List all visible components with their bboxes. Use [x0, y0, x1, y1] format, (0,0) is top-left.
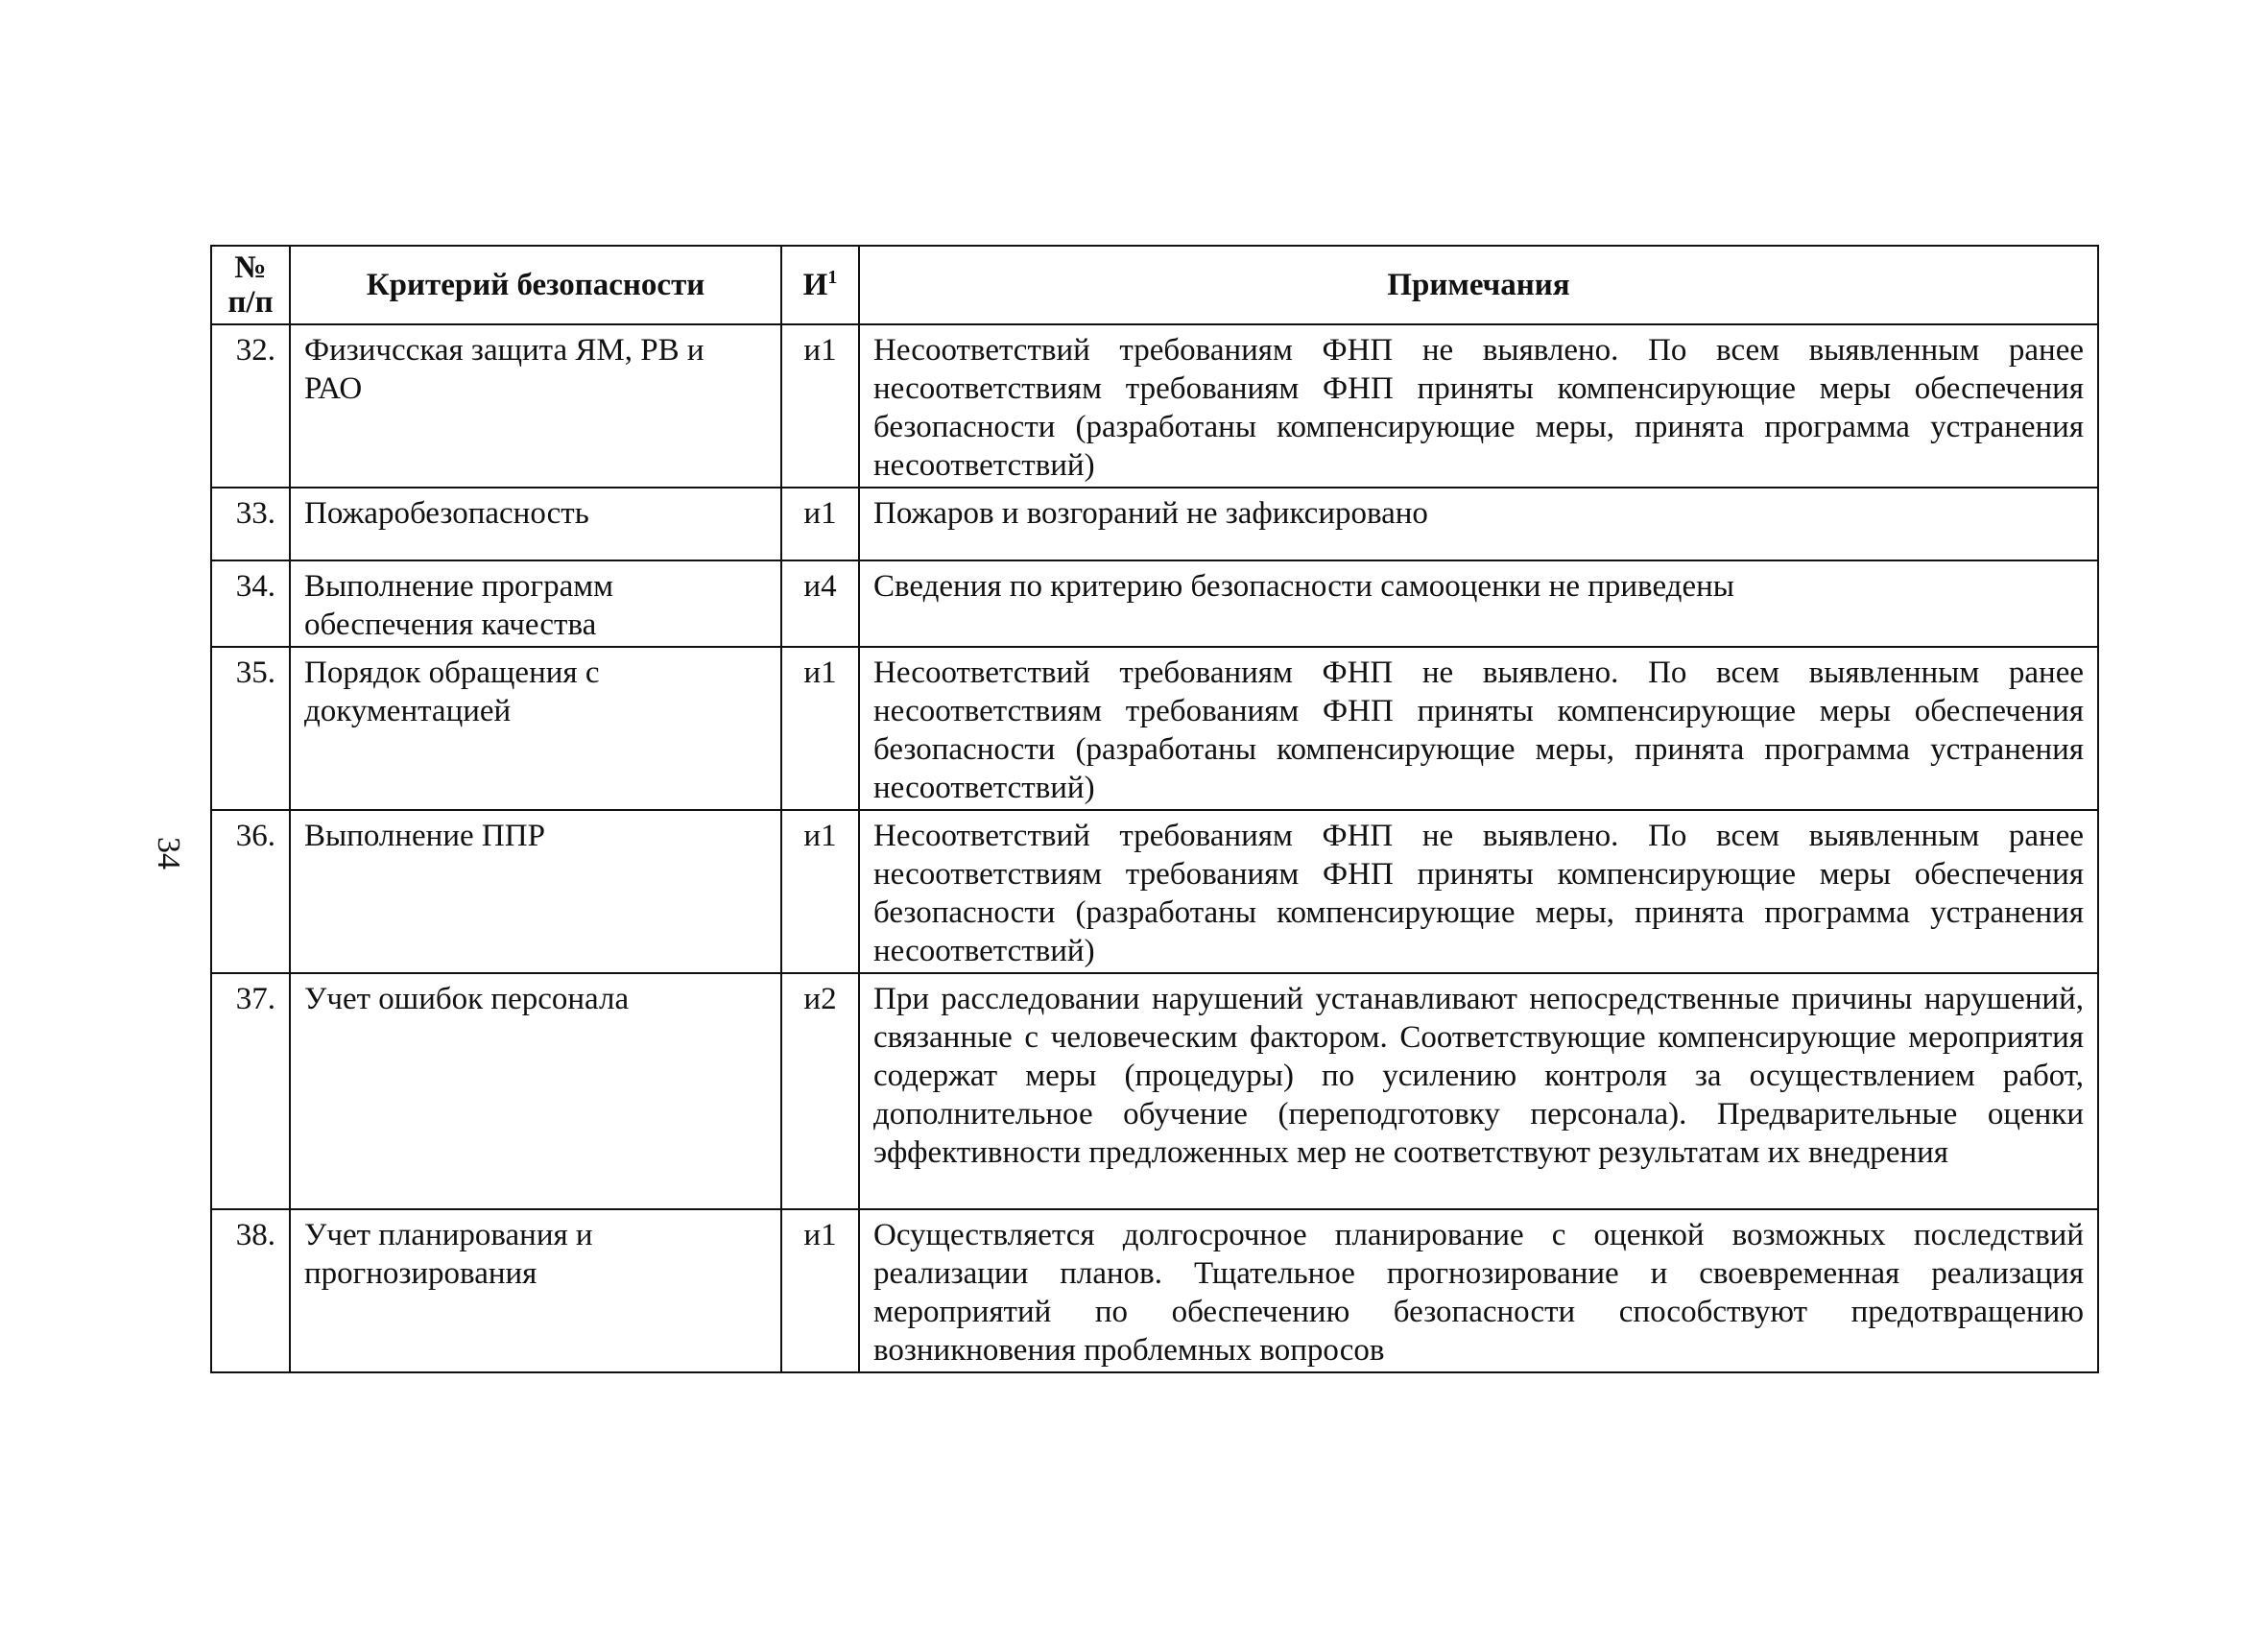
table-header-row — [211, 246, 2098, 324]
table-row — [211, 560, 2098, 647]
row-notes: Сведения по критерию безопасности самооценки не приведены — [859, 560, 2098, 647]
row-number: 33. — [211, 488, 290, 560]
row-index: и4 — [781, 560, 859, 647]
row-index: и1 — [781, 488, 859, 560]
table-row — [211, 810, 2098, 973]
row-number: 36. — [211, 810, 290, 973]
table-row — [211, 973, 2098, 1209]
safety-criteria-table — [210, 245, 2099, 1373]
table-row — [211, 488, 2098, 560]
table-row — [211, 324, 2098, 488]
row-criterion: Порядок обращения с документацией — [290, 647, 781, 810]
header-number-line2: п/п — [227, 285, 274, 320]
header-number-line1: № — [234, 250, 267, 285]
row-criterion: Физичсская защита ЯМ, РВ и РАО — [290, 324, 781, 488]
table-row — [211, 1209, 2098, 1372]
row-notes: При расследовании нарушений устанавливают непосредственные причины нарушений, связанные с человеческим фактором. Соответствующие компенсирующие мероприятия содержат меры (процедуры) по усилению контроля за осуществлением работ, дополнительное обучение (переподготовку персонала). Предварительные оценки эффективности предложенных мер не соответствуют результатам их внедрения — [859, 973, 2098, 1209]
header-index-label: И — [802, 268, 828, 302]
row-criterion: Пожаробезопасность — [290, 488, 781, 560]
row-index: и1 — [781, 324, 859, 488]
row-index: и1 — [781, 647, 859, 810]
row-number: 38. — [211, 1209, 290, 1372]
row-notes: Осуществляется долгосрочное планирование с оценкой возможных последствий реализации планов. Тщательное прогнозирование и своевременная реализация мероприятий по обеспечению безопасности способствуют предотвращению возникновения проблемных вопросов — [859, 1209, 2098, 1372]
row-criterion: Учет ошибок персонала — [290, 973, 781, 1209]
row-notes: Несоответствий требованиям ФНП не выявлено. По всем выявленным ранее несоответствиям требованиям ФНП приняты компенсирующие меры обеспечения безопасности (разработаны компенсирующие меры, принята программа устранения несоответствий) — [859, 810, 2098, 973]
row-number: 37. — [211, 973, 290, 1209]
header-index-footnote: 1 — [827, 267, 838, 288]
row-index: и1 — [781, 1209, 859, 1372]
header-notes: Примечания — [859, 246, 2098, 324]
header-index — [781, 246, 859, 324]
row-notes: Несоответствий требованиям ФНП не выявлено. По всем выявленным ранее несоответствиям требованиям ФНП приняты компенсирующие меры обеспечения безопасности (разработаны компенсирующие меры, принята программа устранения несоответствий) — [859, 647, 2098, 810]
row-number: 35. — [211, 647, 290, 810]
table-row — [211, 647, 2098, 810]
row-criterion: Учет планирования и прогнозирования — [290, 1209, 781, 1372]
row-criterion: Выполнение программ обеспечения качества — [290, 560, 781, 647]
header-criterion: Критерий безопасности — [290, 246, 781, 324]
row-notes: Пожаров и возгораний не зафиксировано — [859, 488, 2098, 560]
row-number: 34. — [211, 560, 290, 647]
row-notes: Несоответствий требованиям ФНП не выявлено. По всем выявленным ранее несоответствиям требованиям ФНП приняты компенсирующие меры обеспечения безопасности (разработаны компенсирующие меры, принята программа устранения несоответствий) — [859, 324, 2098, 488]
row-index: и2 — [781, 973, 859, 1209]
row-criterion: Выполнение ППР — [290, 810, 781, 973]
page-number: 34 — [151, 837, 186, 870]
row-index: и1 — [781, 810, 859, 973]
header-number — [211, 246, 290, 324]
row-number: 32. — [211, 324, 290, 488]
